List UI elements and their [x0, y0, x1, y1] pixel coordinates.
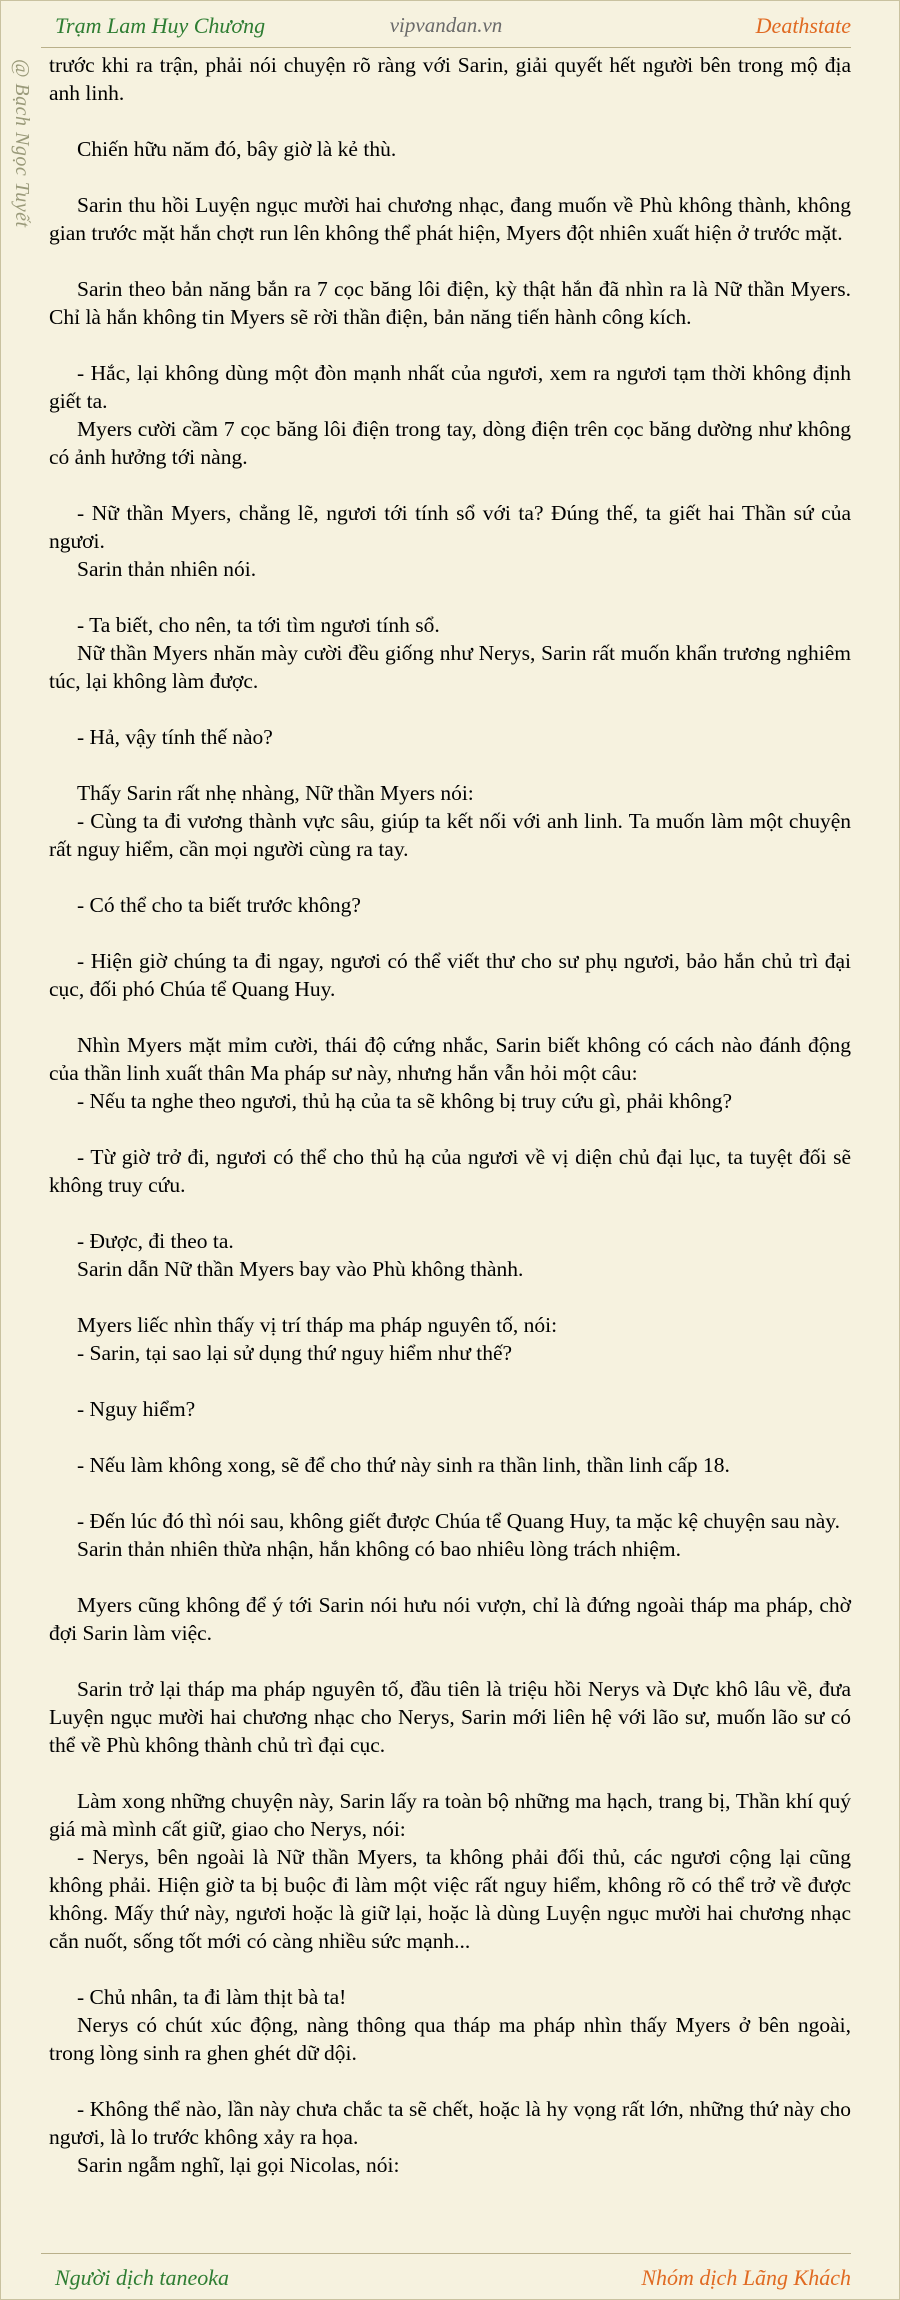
paragraph: [49, 1983, 851, 2067]
paragraph-line: Làm xong những chuyện này, Sarin lấy ra toàn bộ những ma hạch, trang bị, Thần khí quý giá mà mình cất giữ, giao cho Nerys, nói:: [49, 1789, 851, 1841]
page-footer: [41, 2257, 851, 2293]
paragraph-line: - Từ giờ trở đi, ngươi có thể cho thủ hạ của ngươi về vị diện chủ đại lục, ta tuyệt đối sẽ không truy cứu.: [49, 1145, 851, 1197]
chapter-body: [49, 51, 851, 2207]
header-divider: [41, 47, 851, 48]
footer-translator: Người dịch taneoka: [55, 2265, 230, 2290]
paragraph: [49, 1395, 851, 1423]
paragraph-line: trước khi ra trận, phải nói chuyện rõ ràng với Sarin, giải quyết hết người bên trong mộ địa anh linh.: [49, 53, 851, 105]
paragraph-line: Thấy Sarin rất nhẹ nhàng, Nữ thần Myers nói:: [77, 781, 474, 805]
footer-group: Nhóm dịch Lãng Khách: [641, 2265, 851, 2290]
paragraph-line: - Đến lúc đó thì nói sau, không giết được Chúa tể Quang Huy, ta mặc kệ chuyện sau này.: [77, 1509, 840, 1533]
paragraph-line: - Nguy hiểm?: [77, 1397, 196, 1421]
paragraph: [49, 611, 851, 695]
paragraph: [49, 891, 851, 919]
paragraph: [49, 947, 851, 1003]
paragraph-line: - Hiện giờ chúng ta đi ngay, ngươi có thể viết thư cho sư phụ ngươi, bảo hắn chủ trì đại cục, đối phó Chúa tể Quang Huy.: [49, 949, 851, 1001]
header-domain[interactable]: vipvandan.vn: [389, 13, 503, 37]
paragraph-line: Myers cười cầm 7 cọc băng lôi điện trong tay, dòng điện trên cọc băng dường như không có ảnh hưởng tới nàng.: [49, 417, 851, 469]
paragraph-line: - Được, đi theo ta.: [77, 1229, 234, 1253]
side-watermark: @ Bạch Ngọc Tuyết: [11, 59, 33, 228]
paragraph-line: - Có thể cho ta biết trước không?: [77, 893, 361, 917]
paragraph-line: Sarin thu hồi Luyện ngục mười hai chương nhạc, đang muốn về Phù không thành, không gian trước mặt hắn chợt run lên không thể phát hiện, Myers đột nhiên xuất hiện ở trước mặt.: [49, 193, 851, 245]
paragraph-line: - Hả, vậy tính thế nào?: [77, 725, 273, 749]
footer-divider: [41, 2253, 851, 2254]
paragraph-line: Nerys có chút xúc động, nàng thông qua tháp ma pháp nhìn thấy Myers ở bên ngoài, trong lòng sinh ra ghen ghét dữ dội.: [49, 2013, 851, 2065]
paragraph: [49, 1143, 851, 1199]
paragraph-line: Sarin trở lại tháp ma pháp nguyên tố, đầu tiên là triệu hồi Nerys và Dực khô lâu về, đưa Luyện ngục mười hai chương nhạc cho Nerys, Sarin mới liên hệ với lão sư, muốn lão sư có thể về Phù không thành chủ trì đại cục.: [49, 1677, 851, 1757]
paragraph: [49, 1591, 851, 1647]
paragraph-line: Sarin thản nhiên nói.: [77, 557, 257, 581]
paragraph-line: - Không thể nào, lần này chưa chắc ta sẽ chết, hoặc là hy vọng rất lớn, những thứ này cho ngươi, là lo trước không xảy ra họa.: [49, 2097, 851, 2149]
paragraph-line: Nữ thần Myers nhăn mày cười đều giống như Nerys, Sarin rất muốn khẩn trương nghiêm túc, lại không làm được.: [49, 641, 851, 693]
paragraph: [49, 275, 851, 331]
paragraph-line: - Chủ nhân, ta đi làm thịt bà ta!: [77, 1985, 347, 2009]
paragraph-line: - Nếu ta nghe theo ngươi, thủ hạ của ta sẽ không bị truy cứu gì, phải không?: [77, 1089, 733, 1113]
paragraph: [49, 2095, 851, 2179]
paragraph-line: Nhìn Myers mặt mỉm cười, thái độ cứng nhắc, Sarin biết không có cách nào đánh động của thần linh xuất thân Ma pháp sư này, nhưng hắn vẫn hỏi một câu:: [49, 1033, 851, 1085]
paragraph: [49, 1451, 851, 1479]
paragraph-line: Sarin ngẫm nghĩ, lại gọi Nicolas, nói:: [77, 2153, 400, 2177]
paragraph-line: - Nữ thần Myers, chẳng lẽ, ngươi tới tính sổ với ta? Đúng thế, ta giết hai Thần sứ của ngươi.: [49, 501, 851, 553]
paragraph-line: Sarin dẫn Nữ thần Myers bay vào Phù không thành.: [77, 1257, 524, 1281]
paragraph-line: - Ta biết, cho nên, ta tới tìm ngươi tính sổ.: [77, 613, 440, 637]
paragraph: [49, 191, 851, 247]
paragraph: [49, 1227, 851, 1283]
paragraph-line: - Nếu làm không xong, sẽ để cho thứ này sinh ra thần linh, thần linh cấp 18.: [77, 1453, 730, 1477]
paragraph: [49, 1507, 851, 1563]
paragraph: [49, 51, 851, 107]
paragraph-line: - Hắc, lại không dùng một đòn mạnh nhất của ngươi, xem ra ngươi tạm thời không định giết ta.: [49, 361, 851, 413]
paragraph: [49, 723, 851, 751]
paragraph: [49, 359, 851, 471]
paragraph: [49, 1787, 851, 1955]
paragraph-line: Myers cũng không để ý tới Sarin nói hưu nói vượn, chỉ là đứng ngoài tháp ma pháp, chờ đợi Sarin làm việc.: [49, 1593, 851, 1645]
paragraph: [49, 499, 851, 583]
paragraph: [49, 1311, 851, 1367]
paragraph: [49, 1031, 851, 1115]
paragraph-line: - Cùng ta đi vương thành vực sâu, giúp ta kết nối với anh linh. Ta muốn làm một chuyện rất nguy hiểm, cần mọi người cùng ra tay.: [49, 809, 851, 861]
paragraph-line: - Nerys, bên ngoài là Nữ thần Myers, ta không phải đối thủ, các ngươi cộng lại cũng không phải. Hiện giờ ta bị buộc đi làm một việc rất nguy hiểm, không rõ có thể trở về được không. Mấy thứ này, ngươi hoặc là giữ lại, hoặc là dùng Luyện ngục mười hai chương nhạc cắn nuốt, sống tốt mới có càng nhiều sức mạnh...: [49, 1845, 851, 1953]
header-site-name: Trạm Lam Huy Chương: [55, 13, 266, 38]
paragraph: [49, 135, 851, 163]
paragraph-line: Chiến hữu năm đó, bây giờ là kẻ thù.: [77, 137, 397, 161]
header-author: Deathstate: [755, 13, 851, 38]
paragraph-line: Sarin thản nhiên thừa nhận, hắn không có bao nhiêu lòng trách nhiệm.: [77, 1537, 681, 1561]
paragraph: [49, 779, 851, 863]
paragraph: [49, 1675, 851, 1759]
page-header: [41, 9, 851, 45]
paragraph-line: - Sarin, tại sao lại sử dụng thứ nguy hiểm như thế?: [77, 1341, 513, 1365]
paragraph-line: Myers liếc nhìn thấy vị trí tháp ma pháp nguyên tố, nói:: [77, 1313, 558, 1337]
paragraph-line: Sarin theo bản năng bắn ra 7 cọc băng lôi điện, kỳ thật hắn đã nhìn ra là Nữ thần Myers. Chỉ là hắn không tin Myers sẽ rời thần điện, bản năng tiến hành công kích.: [49, 277, 851, 329]
